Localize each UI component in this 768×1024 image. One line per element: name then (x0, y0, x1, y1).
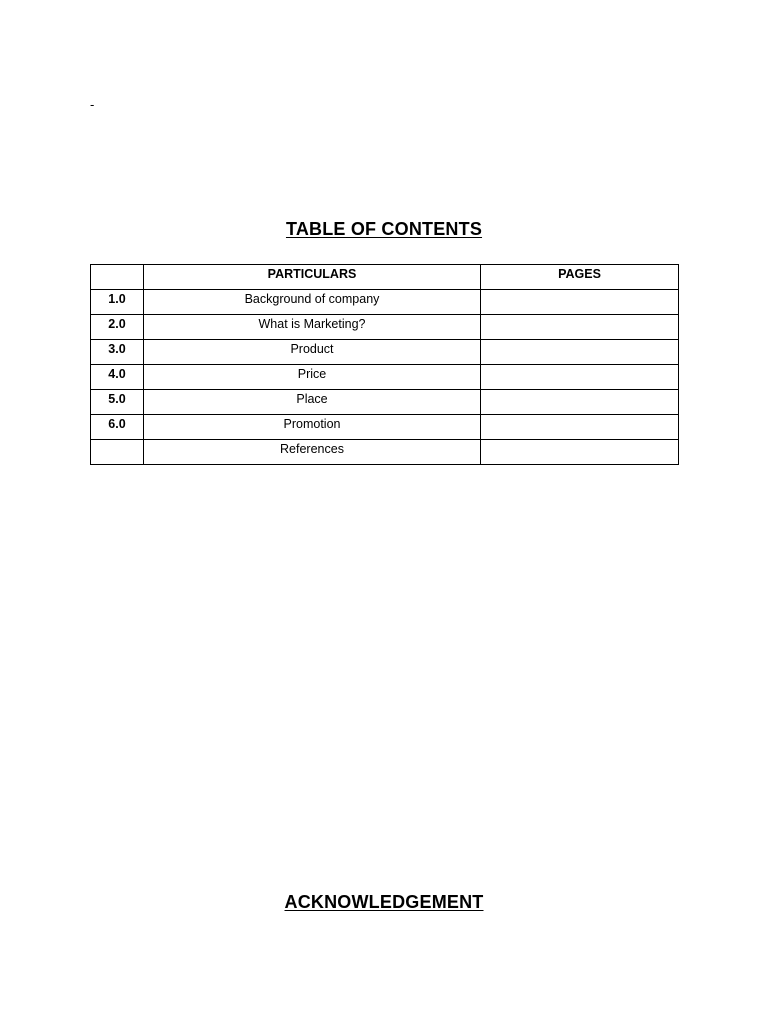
row-particular: Place (144, 390, 481, 415)
row-particular: Product (144, 340, 481, 365)
row-particular: Background of company (144, 290, 481, 315)
table-row (91, 440, 679, 465)
row-particular: What is Marketing? (144, 315, 481, 340)
row-page (481, 290, 679, 315)
row-number (91, 440, 144, 465)
table-row (91, 390, 679, 415)
toc-title: TABLE OF CONTENTS (285, 219, 483, 239)
row-page (481, 440, 679, 465)
toc-table (90, 264, 679, 465)
table-row (91, 415, 679, 440)
row-number: 4.0 (91, 365, 144, 390)
toc-header-row (91, 265, 679, 290)
row-particular: Promotion (144, 415, 481, 440)
row-number: 5.0 (91, 390, 144, 415)
table-row (91, 365, 679, 390)
row-number: 2.0 (91, 315, 144, 340)
table-row (91, 290, 679, 315)
row-page (481, 340, 679, 365)
row-particular: Price (144, 365, 481, 390)
row-particular: References (144, 440, 481, 465)
row-number: 1.0 (91, 290, 144, 315)
row-page (481, 365, 679, 390)
header-number (91, 265, 144, 290)
table-row (91, 340, 679, 365)
row-number: 3.0 (91, 340, 144, 365)
row-number: 6.0 (91, 415, 144, 440)
acknowledgement-title: ACKNOWLEDGEMENT (284, 892, 484, 912)
table-row (91, 315, 679, 340)
header-pages: PAGES (481, 265, 679, 290)
row-page (481, 415, 679, 440)
header-particulars: PARTICULARS (144, 265, 481, 290)
row-page (481, 315, 679, 340)
dash-mark: - (90, 97, 95, 112)
row-page (481, 390, 679, 415)
